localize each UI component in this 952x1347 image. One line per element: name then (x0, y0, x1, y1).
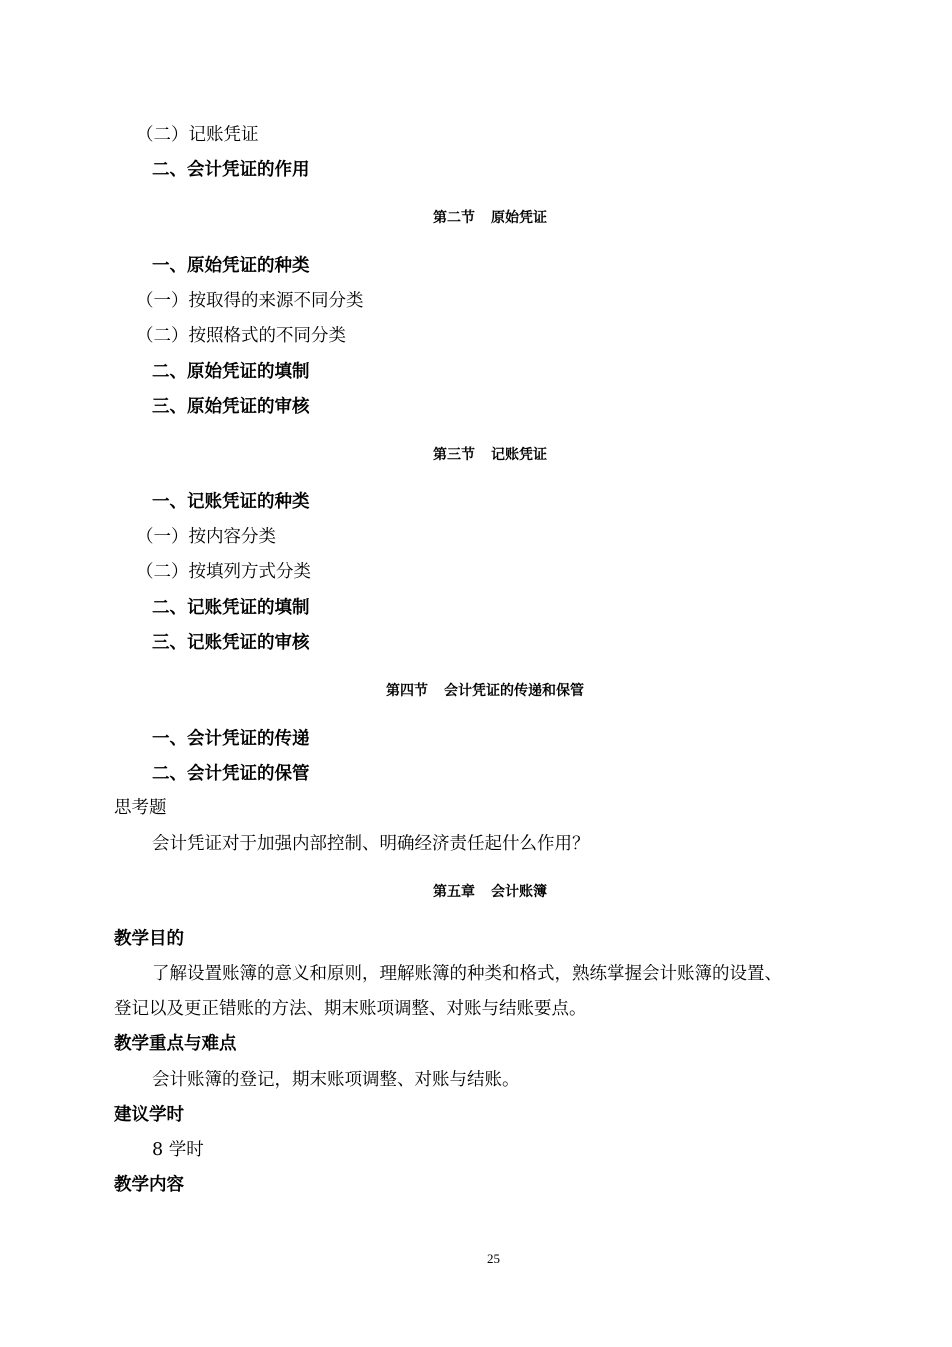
chapter-title (433, 885, 547, 899)
heading-record-voucher-types: 一、记账凭证的种类 (152, 492, 310, 512)
heading-voucher-transfer: 一、会计凭证的传递 (152, 729, 310, 749)
key-points-text: 会计账簿的登记，期末账项调整、对账与结账。 (152, 1070, 520, 1090)
label-teaching-content: 教学内容 (114, 1175, 184, 1195)
sub-heading-by-content: （一）按内容分类 (136, 527, 276, 547)
heading-record-voucher-filling: 二、记账凭证的填制 (152, 598, 310, 618)
sub-heading-by-filling-method: （二）按填列方式分类 (136, 562, 311, 582)
sub-heading-record-voucher: （二）记账凭证 (136, 125, 259, 145)
label-teaching-objective: 教学目的 (114, 929, 184, 949)
heading-record-voucher-review: 三、记账凭证的审核 (152, 633, 310, 653)
section-number: 第四节 (386, 683, 428, 699)
chapter-number: 第五章 (433, 884, 475, 900)
heading-original-voucher-filling: 二、原始凭证的填制 (152, 362, 310, 382)
label-questions: 思考题 (114, 798, 167, 818)
section-title-transfer-storage (386, 684, 584, 698)
sub-heading-by-source: （一）按取得的来源不同分类 (136, 291, 364, 311)
heading-original-voucher-review: 三、原始凭证的审核 (152, 397, 310, 417)
label-suggested-hours: 建议学时 (114, 1105, 184, 1125)
section-name: 会计凭证的传递和保管 (444, 683, 584, 699)
objective-text-line-2: 登记以及更正错账的方法、期末账项调整、对账与结账要点。 (114, 999, 587, 1019)
sub-heading-by-format: （二）按照格式的不同分类 (136, 326, 346, 346)
suggested-hours-text: 8 学时 (152, 1140, 204, 1160)
page-number: 25 (487, 1251, 500, 1266)
section-name: 记账凭证 (491, 447, 547, 463)
section-title-original-voucher (433, 211, 547, 225)
heading-voucher-function: 二、会计凭证的作用 (152, 160, 310, 180)
objective-text-line-1: 了解设置账簿的意义和原则，理解账簿的种类和格式，熟练掌握会计账簿的设置、 (152, 964, 782, 984)
chapter-name: 会计账簿 (491, 884, 547, 900)
heading-original-voucher-types: 一、原始凭证的种类 (152, 256, 310, 276)
heading-voucher-storage: 二、会计凭证的保管 (152, 764, 310, 784)
section-name: 原始凭证 (491, 210, 547, 226)
section-number: 第二节 (433, 210, 475, 226)
section-title-record-voucher (433, 448, 547, 462)
question-text: 会计凭证对于加强内部控制、明确经济责任起什么作用？ (152, 834, 590, 854)
label-key-points: 教学重点与难点 (114, 1034, 237, 1054)
section-number: 第三节 (433, 447, 475, 463)
